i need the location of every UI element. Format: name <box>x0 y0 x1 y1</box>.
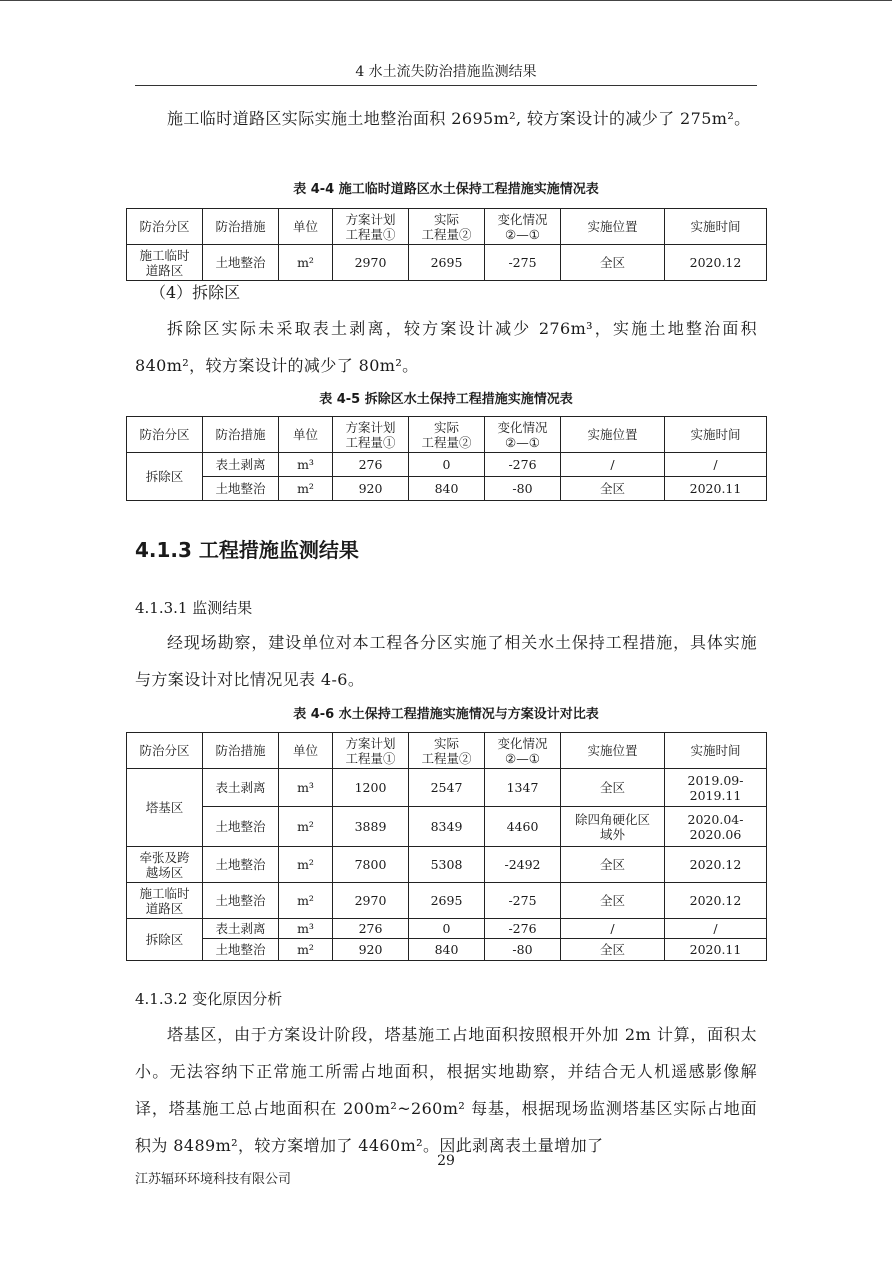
intro-paragraph: 施工临时道路区实际实施土地整治面积 2695m², 较方案设计的减少了 275m²。 <box>167 109 751 128</box>
header-cell: 实施时间 <box>665 209 767 245</box>
table-cell: m³ <box>279 769 333 807</box>
table-4-6-caption: 表 4-6 水土保持工程措施实施情况与方案设计对比表 <box>293 707 599 722</box>
header-cell: 变化情况 ②—① <box>485 417 561 453</box>
table-row <box>127 477 767 501</box>
table-cell: 276 <box>333 453 409 477</box>
table-header-row <box>127 417 767 453</box>
running-header: 4 水土流失防治措施监测结果 <box>355 64 537 80</box>
table-cell: 表土剥离 <box>203 453 279 477</box>
table-cell: 表土剥离 <box>203 919 279 939</box>
subsection-heading-analysis: 4.1.3.2 变化原因分析 <box>135 990 283 1008</box>
table-cell: 施工临时 道路区 <box>127 245 203 281</box>
table-row <box>127 807 767 847</box>
table-4-5 <box>126 416 767 501</box>
table-row <box>127 769 767 807</box>
table-row <box>127 919 767 939</box>
table-cell: 全区 <box>561 939 665 961</box>
table-cell: 除四角硬化区 域外 <box>561 807 665 847</box>
table-cell: 全区 <box>561 245 665 281</box>
table-row <box>127 847 767 883</box>
table-cell: m³ <box>279 453 333 477</box>
zone-cell: 塔基区 <box>127 769 203 847</box>
table-cell: -2492 <box>485 847 561 883</box>
table-cell: 表土剥离 <box>203 769 279 807</box>
table-cell: 2020.11 <box>665 939 767 961</box>
table-4-4 <box>126 208 767 281</box>
subsection-heading-results: 4.1.3.1 监测结果 <box>135 599 253 617</box>
table-cell: 土地整治 <box>203 245 279 281</box>
table-cell: 0 <box>409 919 485 939</box>
header-cell: 变化情况 ②—① <box>485 209 561 245</box>
header-cell: 实施位置 <box>561 733 665 769</box>
table-cell: 全区 <box>561 847 665 883</box>
footer-company: 江苏辐环环境科技有限公司 <box>135 1172 292 1187</box>
header-cell: 实际 工程量② <box>409 417 485 453</box>
analysis-paragraph: 塔基区，由于方案设计阶段，塔基施工占地面积按照根开外加 2m 计算，面积太小。无法容纳下正常施工所需占地面积，根据实地勘察，并结合无人机遥感影像解译，塔基施工总占地面积在 200m²~260m² 每基，根据现场监测塔基区实际占地面积为 8489m²，较方案增加了 4460m²。因此剥离表土量增加了 <box>135 1025 757 1155</box>
table-cell: 920 <box>333 939 409 961</box>
table-cell: -275 <box>485 245 561 281</box>
header-cell: 实施位置 <box>561 417 665 453</box>
table-cell: -276 <box>485 919 561 939</box>
table-cell: 840 <box>409 477 485 501</box>
page-number: 29 <box>437 1153 455 1169</box>
table-cell: 920 <box>333 477 409 501</box>
header-cell: 变化情况 ②—① <box>485 733 561 769</box>
header-cell: 实施位置 <box>561 209 665 245</box>
table-cell: m³ <box>279 919 333 939</box>
table-cell: 0 <box>409 453 485 477</box>
table-header-row <box>127 733 767 769</box>
header-cell: 单位 <box>279 417 333 453</box>
table-cell: 土地整治 <box>203 939 279 961</box>
table-cell: 7800 <box>333 847 409 883</box>
table-cell: 2020.04- 2020.06 <box>665 807 767 847</box>
page-top-border <box>0 0 892 1</box>
table-row <box>127 453 767 477</box>
table-cell: / <box>665 453 767 477</box>
header-cell: 实际 工程量② <box>409 209 485 245</box>
table-cell: 2547 <box>409 769 485 807</box>
header-cell: 防治分区 <box>127 733 203 769</box>
table-cell: 土地整治 <box>203 477 279 501</box>
zone-cell: 施工临时 道路区 <box>127 883 203 919</box>
table-4-4-caption: 表 4-4 施工临时道路区水土保持工程措施实施情况表 <box>293 182 599 197</box>
table-cell: 2020.12 <box>665 847 767 883</box>
table-4-5-caption: 表 4-5 拆除区水土保持工程措施实施情况表 <box>319 392 573 407</box>
table-cell: m² <box>279 939 333 961</box>
table-cell: 4460 <box>485 807 561 847</box>
table-cell: 2020.12 <box>665 883 767 919</box>
table-cell: 5308 <box>409 847 485 883</box>
header-cell: 防治分区 <box>127 209 203 245</box>
zone-cell: 牵张及跨 越场区 <box>127 847 203 883</box>
table-cell: 全区 <box>561 477 665 501</box>
table-cell: 1200 <box>333 769 409 807</box>
table-cell: m² <box>279 883 333 919</box>
table-cell: 2970 <box>333 883 409 919</box>
header-cell: 方案计划 工程量① <box>333 417 409 453</box>
header-cell: 实施时间 <box>665 417 767 453</box>
header-cell: 单位 <box>279 209 333 245</box>
table-cell: -80 <box>485 939 561 961</box>
table-cell: 土地整治 <box>203 883 279 919</box>
table-cell: 3889 <box>333 807 409 847</box>
table-cell: m² <box>279 477 333 501</box>
table-cell: 土地整治 <box>203 807 279 847</box>
header-cell: 防治措施 <box>203 209 279 245</box>
table-cell: 276 <box>333 919 409 939</box>
table-cell: 土地整治 <box>203 847 279 883</box>
table-cell: m² <box>279 245 333 281</box>
table-cell: m² <box>279 807 333 847</box>
section-heading: 4.1.3 工程措施监测结果 <box>135 538 359 562</box>
table-cell: m² <box>279 847 333 883</box>
header-cell: 防治分区 <box>127 417 203 453</box>
header-cell: 防治措施 <box>203 733 279 769</box>
table-cell: 2020.12 <box>665 245 767 281</box>
header-cell: 实施时间 <box>665 733 767 769</box>
zone-cell: 拆除区 <box>127 453 203 501</box>
table-cell: 1347 <box>485 769 561 807</box>
table-header-row <box>127 209 767 245</box>
table-row <box>127 939 767 961</box>
table-cell: / <box>561 919 665 939</box>
subsection-heading: （4）拆除区 <box>150 283 241 302</box>
table-cell: 2695 <box>409 883 485 919</box>
table-cell: / <box>665 919 767 939</box>
table-cell: 2019.09- 2019.11 <box>665 769 767 807</box>
table-cell: -276 <box>485 453 561 477</box>
table-cell: / <box>561 453 665 477</box>
table-cell: -275 <box>485 883 561 919</box>
demolition-paragraph: 拆除区实际未采取表土剥离，较方案设计减少 276m³，实施土地整治面积 840m²，较方案设计的减少了 80m²。 <box>135 319 757 375</box>
results-paragraph: 经现场勘察，建设单位对本工程各分区实施了相关水土保持工程措施，具体实施与方案设计对比情况见表 4-6。 <box>135 633 757 689</box>
table-4-6 <box>126 732 767 961</box>
header-cell: 防治措施 <box>203 417 279 453</box>
header-cell: 方案计划 工程量① <box>333 733 409 769</box>
table-cell: -80 <box>485 477 561 501</box>
header-cell: 单位 <box>279 733 333 769</box>
table-cell: 8349 <box>409 807 485 847</box>
table-row <box>127 245 767 281</box>
table-cell: 840 <box>409 939 485 961</box>
zone-cell: 拆除区 <box>127 919 203 961</box>
header-divider <box>135 85 757 86</box>
table-cell: 2695 <box>409 245 485 281</box>
table-row <box>127 883 767 919</box>
table-cell: 全区 <box>561 769 665 807</box>
table-cell: 全区 <box>561 883 665 919</box>
table-cell: 2020.11 <box>665 477 767 501</box>
table-cell: 2970 <box>333 245 409 281</box>
header-cell: 方案计划 工程量① <box>333 209 409 245</box>
header-cell: 实际 工程量② <box>409 733 485 769</box>
